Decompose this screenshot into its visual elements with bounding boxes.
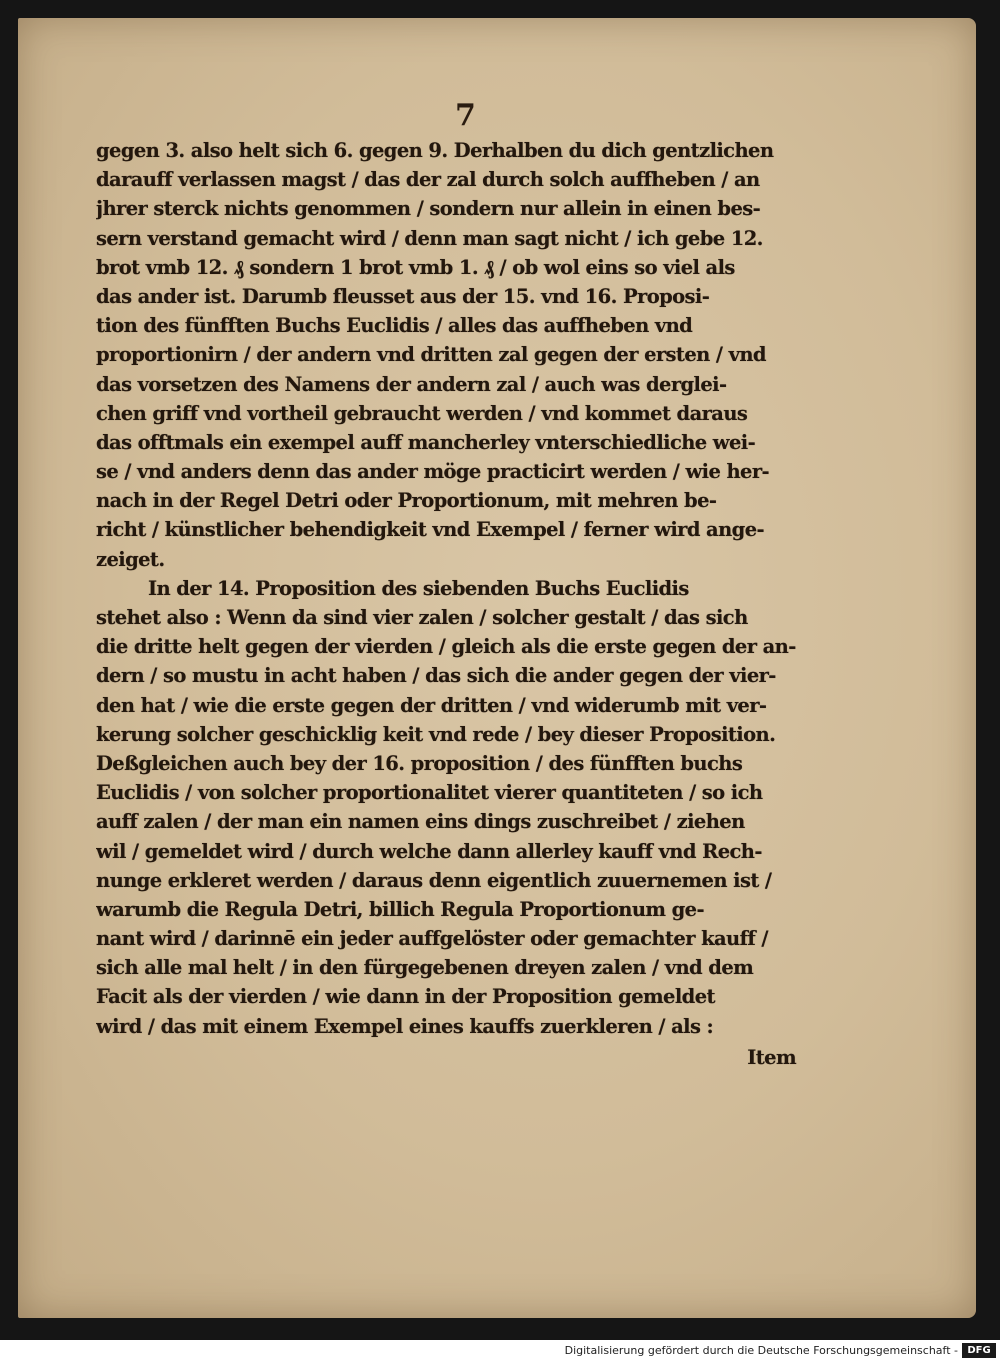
text-line: proportionirn / der andern vnd dritten zal gegen der ersten / vnd — [96, 343, 766, 367]
text-line: warumb die Regula Detri, billich Regula Proportionum ge- — [96, 897, 704, 921]
text-line: Facit als der vierden / wie dann in der Proposition gemeldet — [96, 985, 715, 1009]
text-line: kerung solcher geschicklig keit vnd rede / bey dieser Proposition. — [96, 722, 776, 746]
dfg-logo: DFG — [962, 1343, 996, 1358]
text-line: nach in der Regel Detri oder Proportionum, mit mehren be- — [96, 489, 717, 513]
text-line: tion des fünfften Buchs Euclidis / alles das auffheben vnd — [96, 314, 693, 338]
page-number: 7 — [455, 98, 476, 133]
text-line: Deßgleichen auch bey der 16. proposition / des fünfften buchs — [96, 751, 743, 775]
text-line: chen griff vnd vortheil gebraucht werden / vnd kommet daraus — [96, 401, 748, 425]
paragraph-first-line: In der 14. Proposition des siebenden Buchs Euclidis — [148, 576, 689, 600]
funding-credit: Digitalisierung gefördert durch die Deutsche Forschungsgemeinschaft - — [564, 1344, 958, 1357]
text-line: richt / künstlicher behendigkeit vnd Exempel / ferner wird ange- — [96, 518, 764, 542]
text-line: jhrer sterck nichts genommen / sondern nur allein in einen bes- — [96, 197, 761, 221]
text-line: zeiget. — [96, 547, 165, 571]
text-line: nunge erkleret werden / daraus denn eigentlich zuuernemen ist / — [96, 868, 772, 892]
text-line: nant wird / darinnē ein jeder auffgelöster oder gemachter kauff / — [96, 927, 768, 951]
text-line: se / vnd anders denn das ander möge practicirt werden / wie her- — [96, 460, 770, 484]
text-line: den hat / wie die erste gegen der dritten / vnd widerumb mit ver- — [96, 693, 767, 717]
text-line: gegen 3. also helt sich 6. gegen 9. Derhalben du dich gentzlichen — [96, 139, 774, 162]
text-line: auff zalen / der man ein namen eins dings zuschreibet / ziehen — [96, 810, 745, 834]
text-line: Euclidis / von solcher proportionalitet vierer quantiteten / so ich — [96, 781, 763, 805]
text-line: sern verstand gemacht wird / denn man sagt nicht / ich gebe 12. — [96, 226, 763, 250]
text-line: das vorsetzen des Namens der andern zal / auch was derglei- — [96, 372, 727, 396]
text-line: das offtmals ein exempel auff mancherley vnterschiedliche wei- — [96, 430, 756, 454]
text-line: stehet also : Wenn da sind vier zalen / solcher gestalt / das sich — [96, 606, 748, 629]
text-line: sich alle mal helt / in den fürgegebenen dreyen zalen / vnd dem — [96, 956, 754, 980]
text-line: brot vmb 12. ₰ sondern 1 brot vmb 1. ₰ / ob wol eins so viel als — [96, 255, 735, 279]
book-page — [18, 18, 976, 1318]
text-block — [96, 136, 816, 1072]
text-line: wird / das mit einem Exempel eines kauffs zuerkleren / als : — [96, 1014, 714, 1038]
text-line: das ander ist. Darumb fleusset aus der 15. vnd 16. Proposi- — [96, 284, 710, 308]
text-line: wil / gemeldet wird / durch welche dann allerley kauff vnd Rech- — [96, 839, 762, 863]
text-line: dern / so mustu in acht haben / das sich die ander gegen der vier- — [96, 664, 776, 688]
footer-bar — [0, 1340, 1000, 1362]
text-line: die dritte helt gegen der vierden / gleich als die erste gegen der an- — [96, 635, 796, 659]
text-line: darauff verlassen magst / das der zal durch solch auffheben / an — [96, 168, 760, 192]
catchword: Item — [747, 1045, 796, 1069]
